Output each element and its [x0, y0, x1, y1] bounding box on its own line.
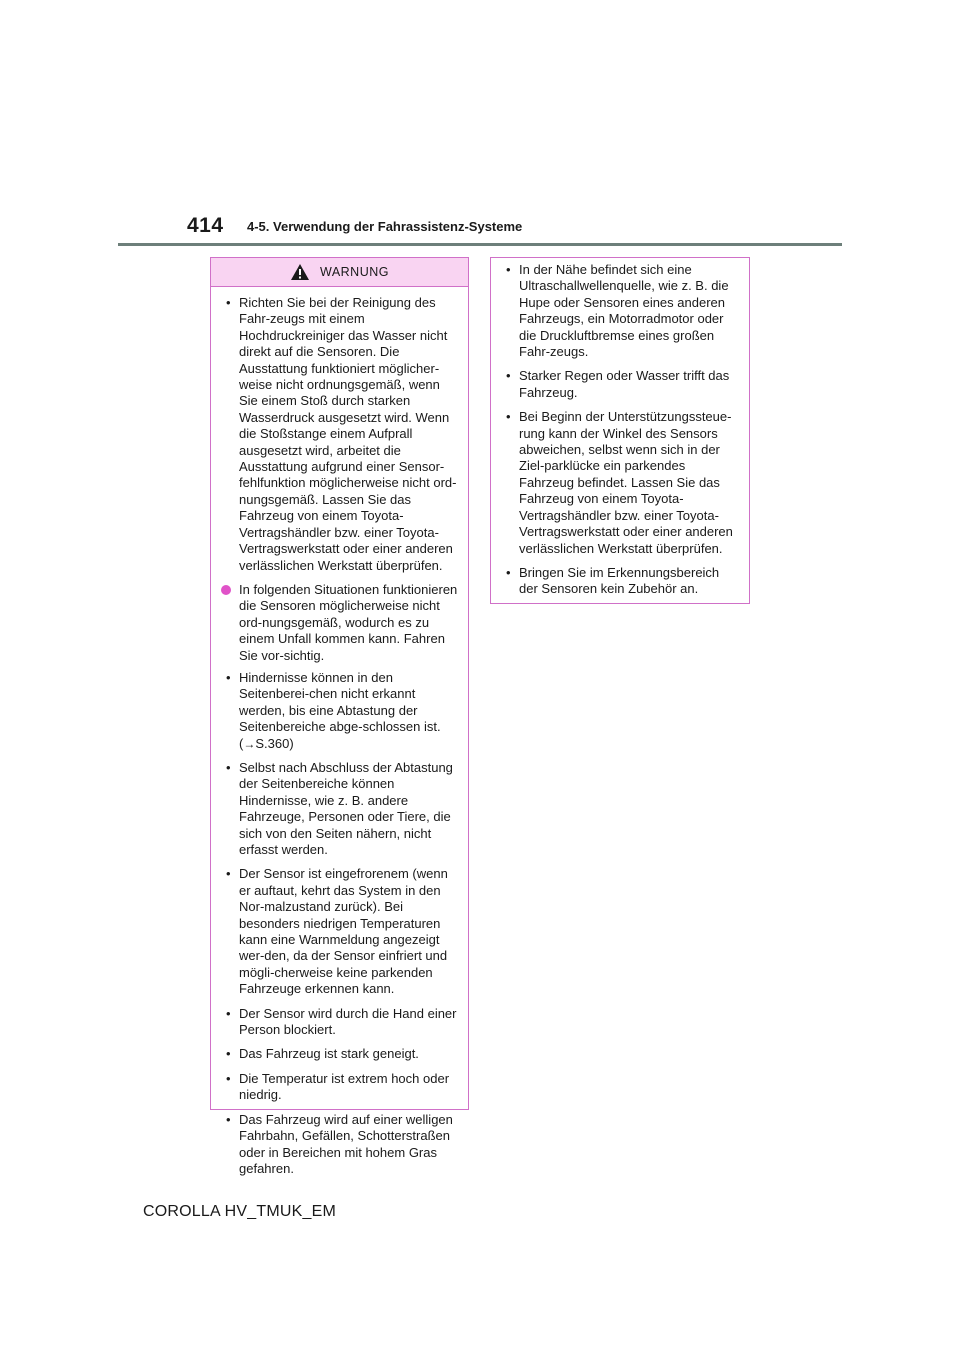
bullet-mark: • — [226, 866, 231, 882]
intro-text: Richten Sie bei der Reinigung des Fahr-zeugs mit einem Hochdruckreiniger das Wasser nicht direkt auf die Sensoren. Die Ausstattung funktioniert möglicher-weise nicht ordnungsgemäß, wenn Sie einem Stoß durch starken Wasserdruck ausgesetzt wird. Wenn die Stoßstange einem Aufprall ausgesetzt wird, arbeitet die Ausstattung aufgrund einer Sensor-fehlfunktion möglicherweise nicht ord-nungsgemäß. Lassen Sie das Fahrzeug von einem Toyota-Vertragshändler bzw. einer Toyota-Vertragswerkstatt oder einer anderen verlässlichen Werkstatt überprüfen. — [239, 295, 457, 573]
bullet-mark: • — [226, 759, 231, 775]
item-text: Die Temperatur ist extrem hoch oder niedrig. — [239, 1070, 450, 1103]
list-item — [221, 866, 458, 997]
bullet-mark: • — [226, 295, 231, 310]
bullet-mark: • — [506, 262, 511, 277]
bullet-mark: • — [506, 368, 511, 384]
warning-content-right — [491, 258, 749, 614]
footer-model-code: COROLLA HV_TMUK_EM — [143, 1203, 336, 1220]
list-item — [221, 1046, 458, 1062]
bullet-mark: • — [506, 409, 511, 425]
item-text: Der Sensor wird durch die Hand einer Person blockiert. — [239, 1005, 457, 1038]
bullet-mark: • — [226, 1111, 231, 1127]
situations-heading — [221, 582, 458, 664]
list-item — [221, 295, 458, 574]
item-text: In der Nähe befindet sich eine Ultraschallwellenquelle, wie z. B. die Hupe oder Sensoren eines anderen Fahrzeugs, ein Motorradmotor oder die Druckluftbremse eines großen Fahr-zeugs. — [519, 262, 729, 360]
list-item — [221, 670, 458, 752]
item-text: Selbst nach Abschluss der Abtastung der Seitenbereiche können Hindernisse, wie z. B. andere Fahrzeuge, Personen oder Tiere, die sich von den Seiten nähern, nicht erfasst werden. — [239, 759, 453, 857]
bullet-mark: • — [226, 1070, 231, 1086]
item-text: Das Fahrzeug wird auf einer welligen Fahrbahn, Gefällen, Schotterstraßen oder in Bereichen mit hohem Gras gefahren. — [239, 1111, 453, 1176]
section-title: 4-5. Verwendung der Fahrassistenz-Systeme — [247, 219, 523, 234]
page-number: 414 — [187, 214, 224, 237]
item-text: Hindernisse können in den Seitenberei-chen nicht erkannt werden, bis eine Abtastung der Seitenbereiche abge-schlossen ist. ( — [239, 669, 441, 751]
header-rule — [118, 243, 842, 246]
warning-box-continued — [490, 257, 750, 604]
warning-header — [211, 258, 468, 287]
page-reference-link[interactable]: S.360) — [255, 735, 294, 751]
list-item — [501, 262, 739, 360]
warning-box — [210, 257, 469, 1176]
item-text: Das Fahrzeug ist stark geneigt. — [239, 1046, 419, 1062]
item-text: Bei Beginn der Unterstützungssteue-rung kann der Winkel des Sensors abweichen, selbst wenn sich in der Ziel-parklücke ein parkendes Fahrzeug befindet. Lassen Sie das Fahrzeug von einem Toyota-Vertragshändler bzw. einer Toyota-Vertragswerkstatt oder einer anderen verlässlichen Werkstatt überprüfen. — [519, 409, 733, 556]
list-item — [501, 565, 739, 598]
bullet-mark: • — [226, 1046, 231, 1062]
bullet-mark: • — [226, 669, 231, 685]
situations-heading-text: In folgenden Situationen funktionieren die Sensoren möglicherweise nicht ord-nungsgemäß, wodurch es zu einem Unfall kommen kann. Fahren Sie vor-sichtig. — [239, 581, 458, 663]
bullet-mark: • — [226, 1005, 231, 1021]
pink-bullet-icon — [221, 585, 231, 595]
warning-triangle-icon — [290, 263, 310, 281]
warning-content-left — [211, 287, 468, 1193]
list-item — [221, 1112, 458, 1178]
right-arrow-icon: → — [243, 736, 256, 751]
list-item — [221, 1006, 458, 1039]
list-item — [501, 368, 739, 401]
list-item — [221, 1071, 458, 1104]
item-text: Der Sensor ist eingefrorenem (wenn er auftaut, kehrt das System in den Nor-malzustand zurück). Bei besonders niedrigen Temperaturen kann eine Warnmeldung angezeigt wer-den, da der Sensor einfriert und mögli-cherweise keine parkenden Fahrzeuge erkennen kann. — [239, 866, 448, 997]
item-text: Starker Regen oder Wasser trifft das Fahrzeug. — [519, 368, 730, 400]
list-item — [221, 760, 458, 858]
list-item — [501, 409, 739, 557]
item-text: Bringen Sie im Erkennungsbereich der Sensoren kein Zubehör an. — [519, 564, 720, 597]
warning-label: WARNUNG — [319, 264, 389, 279]
bullet-mark: • — [506, 564, 511, 580]
